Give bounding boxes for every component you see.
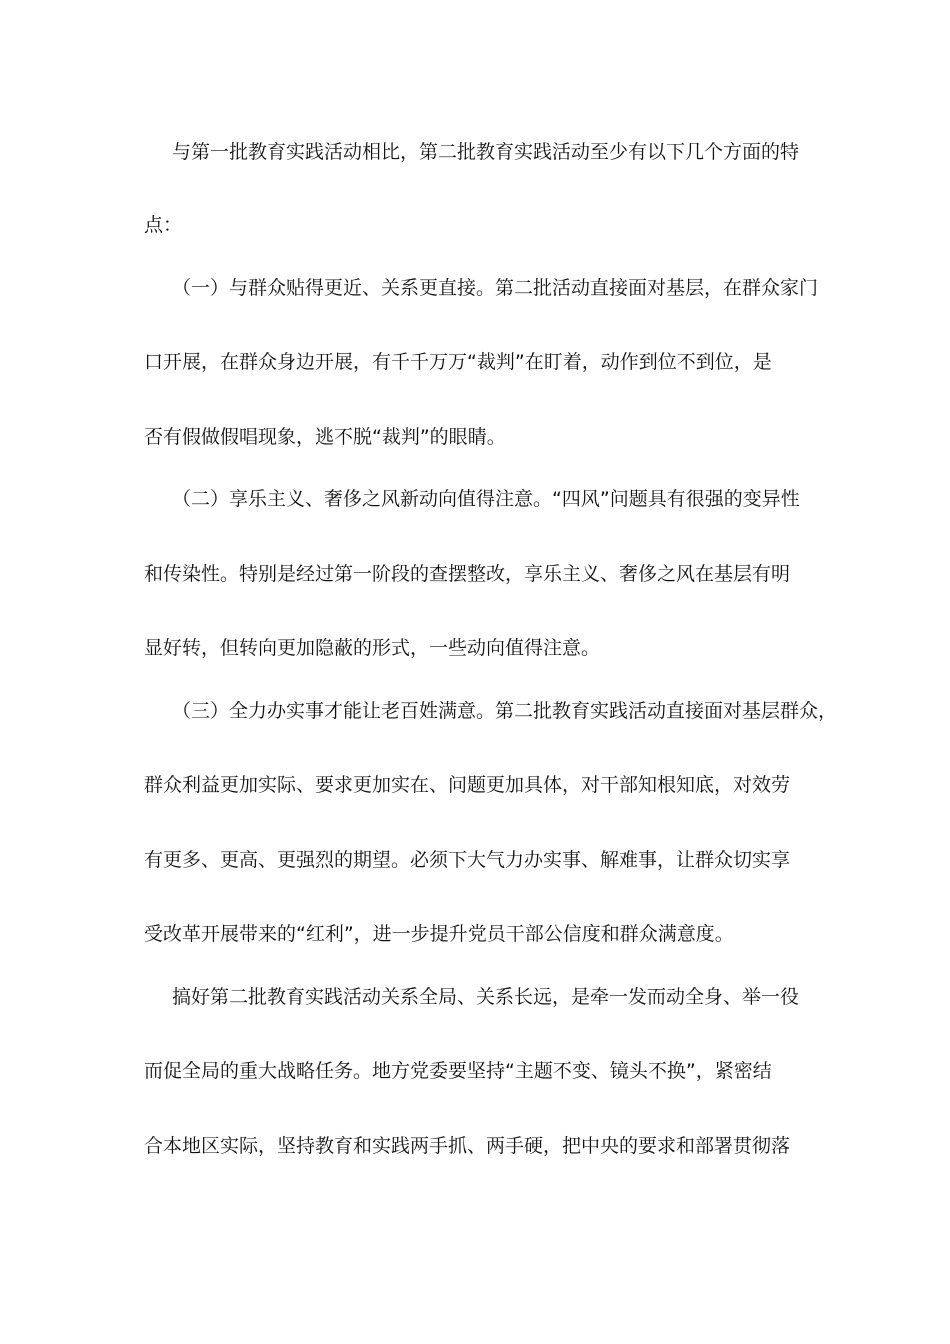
paragraph-5-line-3: 合本地区实际，坚持教育和实践两手抓、两手硬，把中央的要求和部署贯彻落 [144,1135,791,1157]
paragraph-2-line-3: 否有假做假唱现象，逃不脱“裁判”的眼睛。 [144,426,506,448]
paragraph-1-line-1: 与第一批教育实践活动相比，第二批教育实践活动至少有以下几个方面的特 [172,141,800,163]
paragraph-4-line-1: （三）全力办实事才能让老百姓满意。第二批教育实践活动直接面对基层群众， [172,700,838,722]
paragraph-5-line-2: 而促全局的重大战略任务。地方党委要坚持“主题不变、镜头不换”，紧密结 [144,1060,772,1082]
paragraph-2-line-2: 口开展，在群众身边开展，有千千万万“裁判”在盯着，动作到位不到位，是 [144,351,772,373]
paragraph-2-line-1: （一）与群众贴得更近、关系更直接。第二批活动直接面对基层，在群众家门 [172,277,819,299]
paragraph-3-line-1: （二）享乐主义、奢侈之风新动向值得注意。“四风”问题具有很强的变异性 [172,488,800,510]
paragraph-1-line-2: 点： [144,214,183,236]
paragraph-3-line-2: 和传染性。特别是经过第一阶段的查摆整改，享乐主义、奢侈之风在基层有明 [144,563,791,585]
paragraph-4-line-3: 有更多、更高、更强烈的期望。必须下大气力办实事、解难事，让群众切实享 [144,849,791,871]
paragraph-4-line-4: 受改革开展带来的“红利”，进一步提升党员干部公信度和群众满意度。 [144,923,734,945]
paragraph-5-line-1: 搞好第二批教育实践活动关系全局、关系长远，是牵一发而动全身、举一役 [172,986,800,1008]
paragraph-3-line-3: 显好转，但转向更加隐蔽的形式，一些动向值得注意。 [144,637,601,659]
paragraph-4-line-2: 群众利益更加实际、要求更加实在、问题更加具体，对干部知根知底，对效劳 [144,774,791,796]
